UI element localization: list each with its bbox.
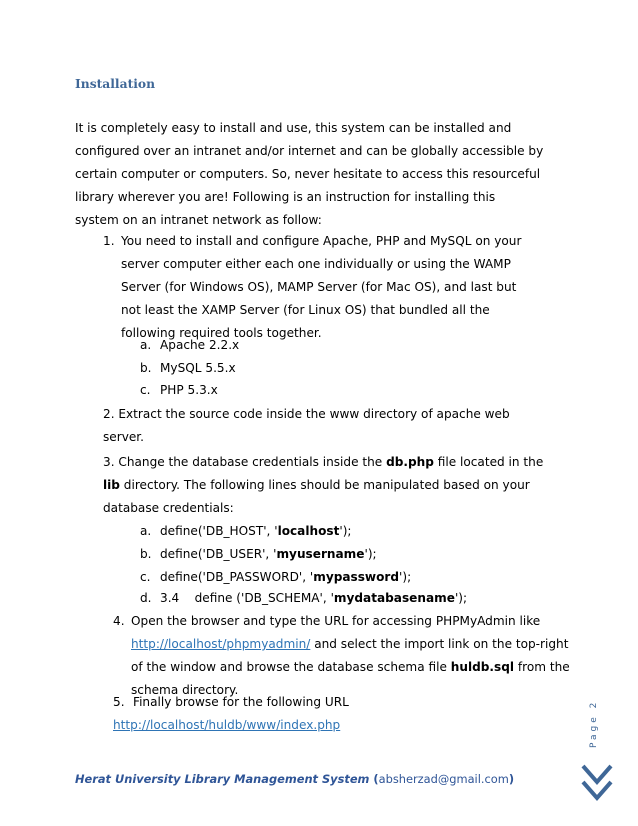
footer-email: absherzad@gmail.com — [378, 772, 509, 786]
step-1-line: You need to install and configure Apache, PHP and MySQL on your — [121, 234, 522, 248]
step-1-line: following required tools together. — [121, 326, 322, 340]
footer: Herat University Library Management System (absherzad@gmail.com) — [75, 772, 515, 786]
step-4-line: http://localhost/phpmyadmin/ and select the import link on the top-right — [131, 637, 569, 651]
step-3-line: lib directory. The following lines should be manipulated based on your — [103, 478, 530, 492]
step-4-line: schema directory. — [131, 683, 239, 697]
sub-letter: b. — [140, 361, 152, 375]
section-heading: Installation — [75, 76, 156, 91]
phpmyadmin-link[interactable]: http://localhost/phpmyadmin/ — [131, 637, 311, 651]
sub-letter: c. — [140, 383, 151, 397]
requirement-item: MySQL 5.5.x — [160, 361, 236, 375]
step-5-line: Finally browse for the following URL — [133, 695, 349, 709]
app-url-link[interactable]: http://localhost/huldb/www/index.php — [113, 718, 341, 732]
page-number: Page 2 — [589, 699, 599, 749]
define-line: define('DB_PASSWORD', 'mypassword'); — [160, 570, 412, 584]
step-1-line: Server (for Windows OS), MAMP Server (for Mac OS), and last but — [121, 280, 517, 294]
step-number: 4. — [113, 614, 125, 628]
requirement-item: PHP 5.3.x — [160, 383, 218, 397]
step-2-line: server. — [103, 430, 145, 444]
intro-line: library wherever you are! Following is an instruction for installing this — [75, 190, 496, 204]
step-1-line: server computer either each one individually or using the WAMP — [121, 257, 511, 271]
intro-line: system on an intranet network as follow: — [75, 213, 322, 227]
intro-line: configured over an intranet and/or internet and can be globally accessible by — [75, 144, 544, 158]
double-chevron-down-icon — [580, 762, 614, 804]
step-3-line: 3. Change the database credentials inside the db.php file located in the — [103, 455, 544, 469]
sub-letter: b. — [140, 547, 152, 561]
define-line: 3.4 define ('DB_SCHEMA', 'mydatabasename'); — [160, 591, 468, 605]
directory-name: lib — [103, 478, 120, 492]
sub-letter: c. — [140, 570, 151, 584]
step-1-line: not least the XAMP Server (for Linux OS) that bundled all the — [121, 303, 490, 317]
sub-letter: a. — [140, 338, 152, 352]
define-line: define('DB_HOST', 'localhost'); — [160, 524, 352, 538]
intro-line: certain computer or computers. So, never hesitate to access this resourceful — [75, 167, 541, 181]
step-5-line — [113, 718, 340, 732]
step-3-line: database credentials: — [103, 501, 234, 515]
step-4-line: Open the browser and type the URL for accessing PHPMyAdmin like — [131, 614, 541, 628]
footer-title: Herat University Library Management System — [75, 772, 374, 786]
step-4-line: of the window and browse the database schema file huldb.sql from the — [131, 660, 570, 674]
define-line: define('DB_USER', 'myusername'); — [160, 547, 377, 561]
sub-letter: a. — [140, 524, 152, 538]
requirement-item: Apache 2.2.x — [160, 338, 240, 352]
schema-file-name: huldb.sql — [450, 660, 515, 674]
sub-letter: d. — [140, 591, 152, 605]
step-2-line: 2. Extract the source code inside the www directory of apache web — [103, 407, 510, 421]
file-name: db.php — [386, 455, 434, 469]
step-number: 5. — [113, 695, 125, 709]
intro-line: It is completely easy to install and use, this system can be installed and — [75, 121, 512, 135]
step-number: 1. — [103, 234, 115, 248]
